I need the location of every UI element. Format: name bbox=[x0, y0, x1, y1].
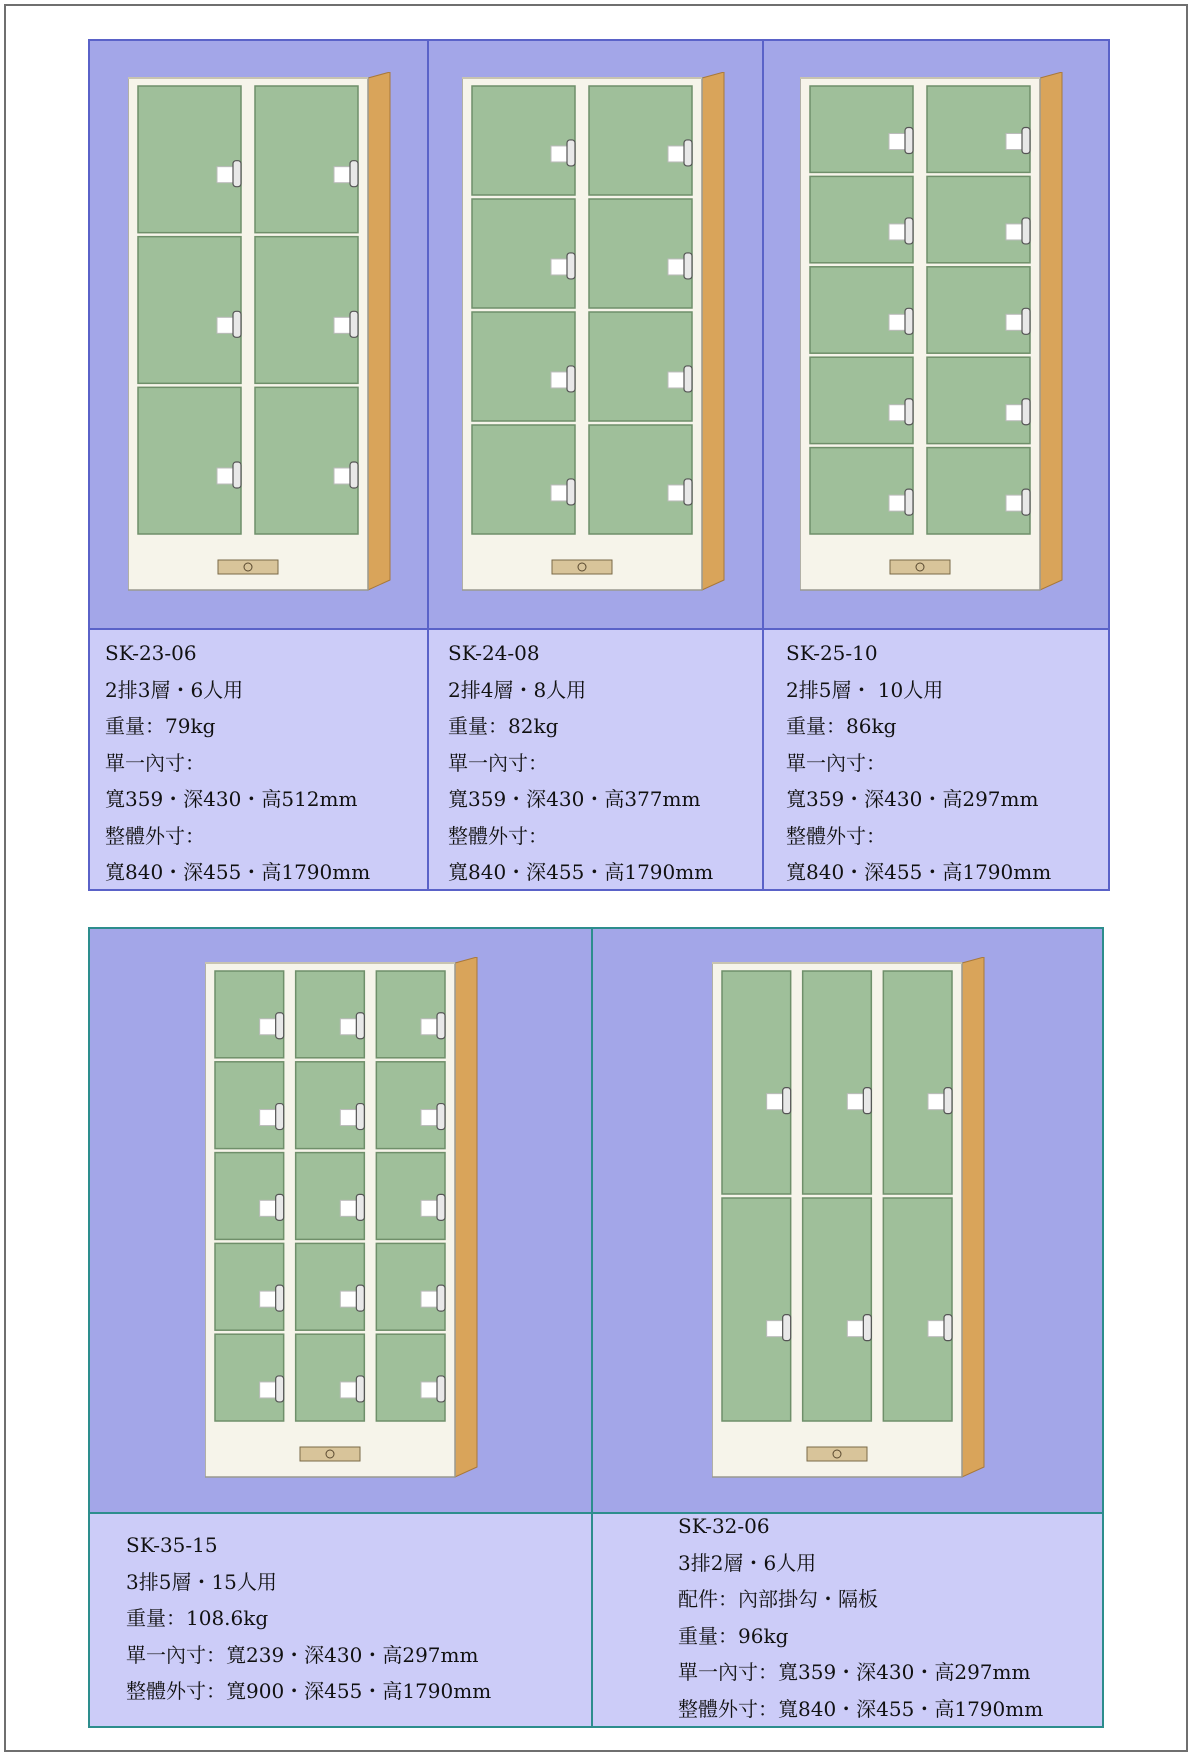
lock-icon bbox=[260, 1110, 278, 1126]
lock-handle-icon bbox=[276, 1013, 284, 1039]
locker-door bbox=[296, 1153, 365, 1240]
lock-icon bbox=[1006, 134, 1024, 150]
lock-handle-icon bbox=[356, 1194, 364, 1220]
nameplate bbox=[807, 1447, 867, 1461]
cabinet-side-panel bbox=[455, 957, 477, 1477]
locker-door bbox=[803, 971, 872, 1194]
lock-icon bbox=[668, 372, 686, 388]
locker-door bbox=[883, 1198, 952, 1421]
locker-door bbox=[589, 199, 692, 308]
locker-door bbox=[810, 357, 913, 443]
specs-sk-32-06 bbox=[678, 1508, 1043, 1727]
lock-icon bbox=[334, 468, 352, 484]
locker-door bbox=[927, 176, 1030, 262]
unit-dims: 單一內寸：寬359・深430・高297mm bbox=[678, 1660, 1031, 1684]
lock-icon bbox=[551, 259, 569, 275]
locker-door bbox=[472, 199, 575, 308]
locker-door bbox=[296, 971, 365, 1058]
nameplate bbox=[890, 560, 950, 574]
locker-door bbox=[376, 971, 445, 1058]
lock-icon bbox=[340, 1110, 358, 1126]
lock-handle-icon bbox=[905, 399, 913, 425]
outer-dims-heading: 整體外寸： bbox=[448, 823, 548, 848]
cabinet-side-panel bbox=[1040, 72, 1062, 590]
lock-handle-icon bbox=[276, 1285, 284, 1311]
specs-sk-24-08 bbox=[448, 635, 713, 891]
lock-icon bbox=[551, 372, 569, 388]
lock-icon bbox=[340, 1019, 358, 1035]
lock-handle-icon bbox=[1022, 218, 1030, 244]
locker-door bbox=[215, 1334, 284, 1421]
locker-door bbox=[255, 86, 358, 233]
lock-handle-icon bbox=[567, 366, 575, 392]
outer-dims: 整體外寸：寬900・深455・高1790mm bbox=[126, 1679, 492, 1703]
lock-icon bbox=[421, 1291, 439, 1307]
locker-door bbox=[803, 1198, 872, 1421]
lock-handle-icon bbox=[233, 311, 241, 337]
locker-door bbox=[215, 1062, 284, 1149]
unit-dims-heading: 單一內寸： bbox=[105, 750, 205, 775]
lock-handle-icon bbox=[437, 1376, 445, 1402]
lock-icon bbox=[551, 485, 569, 501]
lock-icon bbox=[889, 224, 907, 240]
model-label: SK-23-06 bbox=[105, 641, 197, 665]
locker-door bbox=[472, 425, 575, 534]
lock-icon bbox=[421, 1200, 439, 1216]
lock-icon bbox=[334, 317, 352, 333]
lock-icon bbox=[1006, 405, 1024, 421]
locker-door bbox=[810, 176, 913, 262]
lock-icon bbox=[928, 1094, 946, 1110]
lock-icon bbox=[889, 495, 907, 511]
lock-handle-icon bbox=[684, 140, 692, 166]
weight-label: 重量：79kg bbox=[105, 714, 216, 738]
lock-handle-icon bbox=[1022, 489, 1030, 515]
cabinet-side-panel bbox=[368, 72, 390, 590]
lock-handle-icon bbox=[905, 489, 913, 515]
specs-sk-35-15 bbox=[126, 1527, 491, 1710]
lock-icon bbox=[260, 1291, 278, 1307]
lock-handle-icon bbox=[1022, 399, 1030, 425]
lock-handle-icon bbox=[905, 218, 913, 244]
locker-door bbox=[215, 971, 284, 1058]
cabinet-side-panel bbox=[962, 957, 984, 1477]
lock-handle-icon bbox=[1022, 308, 1030, 334]
lock-handle-icon bbox=[356, 1376, 364, 1402]
unit-dims-heading: 單一內寸： bbox=[448, 750, 548, 775]
locker-door bbox=[138, 86, 241, 233]
lock-handle-icon bbox=[567, 140, 575, 166]
config-label: 3排5層・15人用 bbox=[126, 1569, 277, 1594]
outer-dims: 寬840・深455・高1790mm bbox=[786, 860, 1052, 884]
config-label: 2排4層・8人用 bbox=[448, 677, 587, 702]
weight-label: 重量：108.6kg bbox=[126, 1606, 269, 1630]
unit-dims: 寬359・深430・高377mm bbox=[448, 787, 701, 811]
lock-handle-icon bbox=[944, 1315, 952, 1341]
lock-icon bbox=[217, 167, 235, 183]
lock-handle-icon bbox=[944, 1088, 952, 1114]
config-label: 3排2層・6人用 bbox=[678, 1550, 817, 1575]
specs-sk-25-10 bbox=[786, 635, 1051, 891]
weight-label: 重量：86kg bbox=[786, 714, 897, 738]
lock-icon bbox=[217, 317, 235, 333]
lock-handle-icon bbox=[276, 1376, 284, 1402]
locker-door bbox=[138, 387, 241, 534]
cabinet-side-panel bbox=[702, 72, 724, 590]
unit-dims-heading: 單一內寸： bbox=[786, 750, 886, 775]
lock-icon bbox=[1006, 495, 1024, 511]
lock-handle-icon bbox=[350, 311, 358, 337]
lock-handle-icon bbox=[437, 1285, 445, 1311]
locker-door bbox=[589, 86, 692, 195]
locker-door bbox=[215, 1243, 284, 1330]
lock-icon bbox=[668, 146, 686, 162]
lock-icon bbox=[421, 1110, 439, 1126]
model-label: SK-24-08 bbox=[448, 641, 540, 665]
locker-door bbox=[472, 86, 575, 195]
locker-door bbox=[722, 1198, 791, 1421]
locker-door bbox=[589, 312, 692, 421]
locker-door bbox=[296, 1062, 365, 1149]
lock-icon bbox=[928, 1321, 946, 1337]
locker-door bbox=[255, 387, 358, 534]
lock-icon bbox=[551, 146, 569, 162]
outer-dims: 寬840・深455・高1790mm bbox=[448, 860, 714, 884]
lock-handle-icon bbox=[783, 1088, 791, 1114]
lock-icon bbox=[421, 1019, 439, 1035]
unit-dims: 單一內寸：寬239・深430・高297mm bbox=[126, 1642, 479, 1667]
lock-handle-icon bbox=[437, 1194, 445, 1220]
lock-handle-icon bbox=[350, 161, 358, 187]
lock-handle-icon bbox=[437, 1013, 445, 1039]
locker-door bbox=[722, 971, 791, 1194]
lock-handle-icon bbox=[1022, 128, 1030, 154]
lock-icon bbox=[847, 1321, 865, 1337]
locker-door bbox=[927, 267, 1030, 353]
locker-door bbox=[810, 267, 913, 353]
locker-door bbox=[215, 1153, 284, 1240]
lock-handle-icon bbox=[567, 253, 575, 279]
locker-door bbox=[376, 1062, 445, 1149]
config-label: 2排3層・6人用 bbox=[105, 677, 244, 702]
model-label: SK-32-06 bbox=[678, 1514, 770, 1538]
config-label: 2排5層・ 10人用 bbox=[786, 677, 944, 702]
locker-door bbox=[927, 357, 1030, 443]
lock-handle-icon bbox=[437, 1104, 445, 1130]
lock-icon bbox=[668, 485, 686, 501]
locker-door bbox=[810, 448, 913, 534]
outer-dims: 寬840・深455・高1790mm bbox=[105, 860, 371, 884]
lock-handle-icon bbox=[684, 253, 692, 279]
nameplate bbox=[218, 560, 278, 574]
lock-handle-icon bbox=[567, 479, 575, 505]
lock-handle-icon bbox=[356, 1013, 364, 1039]
lock-icon bbox=[421, 1382, 439, 1398]
lock-handle-icon bbox=[783, 1315, 791, 1341]
lock-icon bbox=[1006, 224, 1024, 240]
lock-icon bbox=[1006, 314, 1024, 330]
nameplate bbox=[552, 560, 612, 574]
locker-door bbox=[927, 448, 1030, 534]
locker-door bbox=[589, 425, 692, 534]
locker-door bbox=[883, 971, 952, 1194]
lock-handle-icon bbox=[905, 128, 913, 154]
outer-dims-heading: 整體外寸： bbox=[105, 823, 205, 848]
lock-icon bbox=[260, 1382, 278, 1398]
lock-icon bbox=[340, 1291, 358, 1307]
lock-icon bbox=[847, 1094, 865, 1110]
lock-handle-icon bbox=[905, 308, 913, 334]
lock-icon bbox=[889, 314, 907, 330]
accessory-label: 配件：內部掛勾・隔板 bbox=[678, 1587, 878, 1611]
lock-icon bbox=[334, 167, 352, 183]
lock-handle-icon bbox=[863, 1315, 871, 1341]
locker-image-sk-25-10 bbox=[800, 72, 1066, 594]
locker-door bbox=[810, 86, 913, 172]
locker-door bbox=[376, 1153, 445, 1240]
specs-sk-23-06 bbox=[105, 635, 370, 891]
lock-icon bbox=[767, 1094, 785, 1110]
weight-label: 重量：82kg bbox=[448, 714, 559, 738]
locker-door bbox=[376, 1334, 445, 1421]
lock-handle-icon bbox=[233, 462, 241, 488]
locker-image-sk-32-06 bbox=[712, 957, 988, 1481]
lock-handle-icon bbox=[684, 479, 692, 505]
locker-door bbox=[927, 86, 1030, 172]
unit-dims: 寬359・深430・高297mm bbox=[786, 787, 1039, 811]
lock-handle-icon bbox=[276, 1194, 284, 1220]
lock-handle-icon bbox=[233, 161, 241, 187]
lock-icon bbox=[668, 259, 686, 275]
model-label: SK-25-10 bbox=[786, 641, 878, 665]
lock-icon bbox=[889, 405, 907, 421]
lock-handle-icon bbox=[356, 1285, 364, 1311]
lock-handle-icon bbox=[684, 366, 692, 392]
lock-icon bbox=[340, 1200, 358, 1216]
locker-door bbox=[296, 1334, 365, 1421]
locker-image-sk-24-08 bbox=[462, 72, 728, 594]
lock-icon bbox=[340, 1382, 358, 1398]
lock-icon bbox=[260, 1200, 278, 1216]
unit-dims: 寬359・深430・高512mm bbox=[105, 787, 358, 811]
lock-icon bbox=[767, 1321, 785, 1337]
lock-handle-icon bbox=[276, 1104, 284, 1130]
locker-door bbox=[255, 237, 358, 384]
lock-icon bbox=[889, 134, 907, 150]
outer-dims-heading: 整體外寸： bbox=[786, 823, 886, 848]
outer-dims: 整體外寸：寬840・深455・高1790mm bbox=[678, 1696, 1044, 1721]
lock-icon bbox=[217, 468, 235, 484]
model-label: SK-35-15 bbox=[126, 1533, 218, 1557]
nameplate bbox=[300, 1447, 360, 1461]
locker-image-sk-35-15 bbox=[205, 957, 481, 1481]
locker-door bbox=[296, 1243, 365, 1330]
locker-door bbox=[472, 312, 575, 421]
locker-image-sk-23-06 bbox=[128, 72, 394, 594]
lock-icon bbox=[260, 1019, 278, 1035]
lock-handle-icon bbox=[863, 1088, 871, 1114]
lock-handle-icon bbox=[356, 1104, 364, 1130]
lock-handle-icon bbox=[350, 462, 358, 488]
locker-door bbox=[138, 237, 241, 384]
weight-label: 重量：96kg bbox=[678, 1623, 789, 1648]
locker-door bbox=[376, 1243, 445, 1330]
